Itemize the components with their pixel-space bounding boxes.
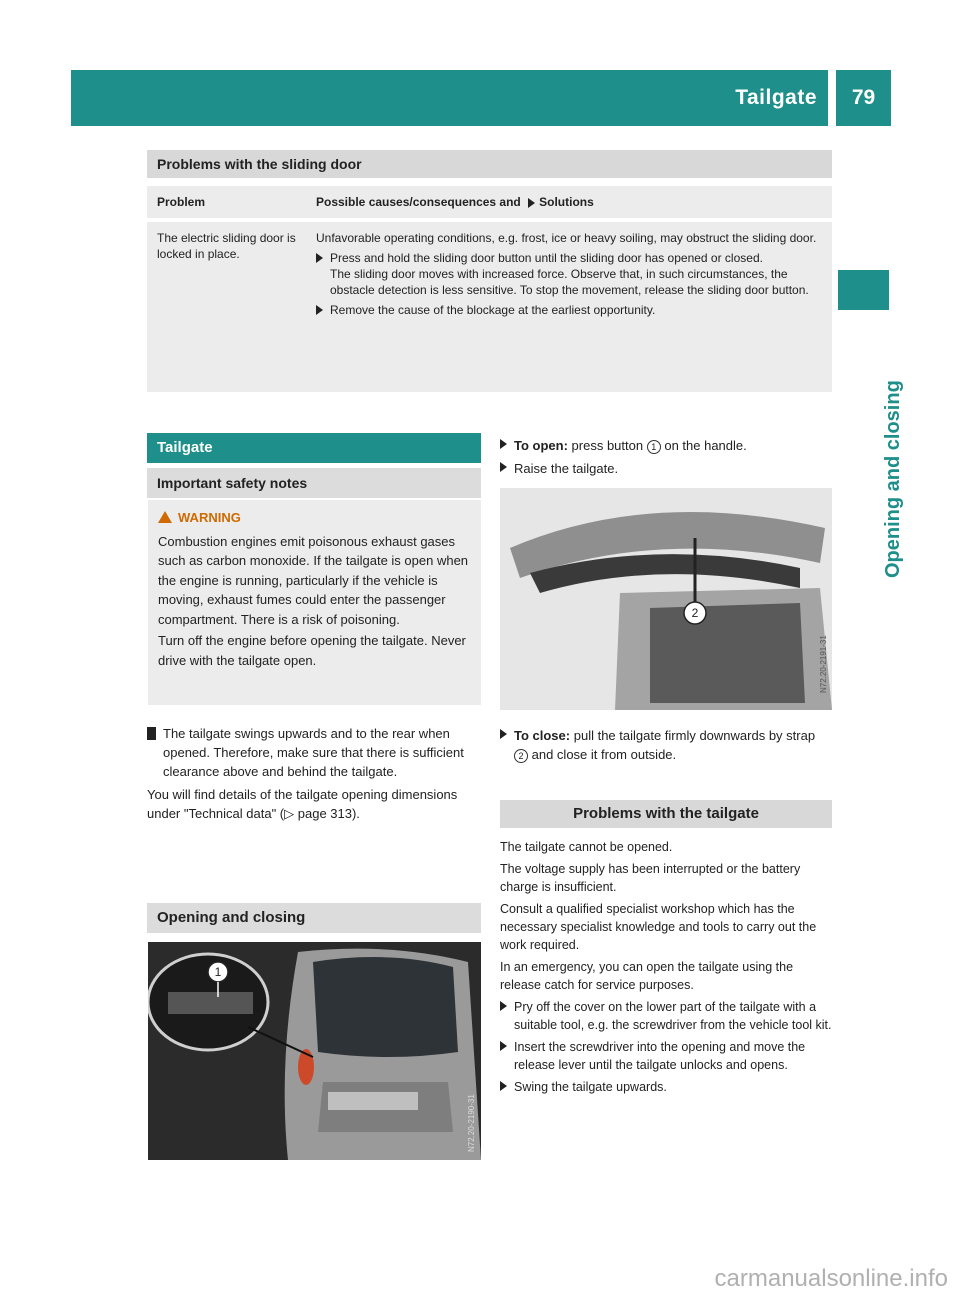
sliding-door-heading: [147, 150, 832, 178]
tailgate-problems-body: [500, 838, 832, 1096]
step-text: Insert the screwdriver into the opening and move the release lever until the tailgate unlocks and opens.: [514, 1040, 806, 1072]
warning-header: [158, 508, 471, 528]
problem-cell: The electric sliding door is locked in place.: [157, 231, 296, 261]
step-item: [500, 998, 832, 1034]
warning-box: [148, 500, 481, 705]
step-text: Remove the cause of the blockage at the earliest opportunity.: [330, 303, 656, 317]
photo-code: N72.20-2190-31: [467, 1094, 476, 1152]
arrow-icon: [500, 729, 507, 739]
workshop-text: Consult a qualified specialist workshop which has the necessary specialist knowledge and tools to carry out the work required.: [500, 902, 817, 952]
sliding-door-table: [147, 186, 832, 392]
to-open-text: press button: [571, 438, 644, 453]
warning-label: WARNING: [178, 510, 241, 525]
step-item: [316, 302, 822, 318]
col-solutions-text: Solutions: [539, 195, 594, 209]
warning-text: Combustion engines emit poisonous exhaust gases such as carbon monoxide. If the tailgate is open when the engine is running, particularly if the vehicle is moving, exhaust fumes could enter the passenger compartment. There is a risk of poisoning.: [158, 533, 469, 627]
step-item: [500, 726, 832, 764]
arrow-icon: [528, 198, 535, 208]
opening-heading-text: Opening and closing: [157, 909, 306, 926]
callout-1: 1: [214, 965, 222, 979]
opening-heading: [147, 903, 481, 933]
note-block: [147, 724, 481, 823]
to-close-end: and close it from outside.: [531, 747, 677, 762]
col-causes: [310, 186, 832, 218]
solution-cell: [310, 222, 832, 392]
step-text: Pry off the cover on the lower part of the tailgate with a suitable tool, e.g. the screwdriver from the vehicle tool kit.: [514, 1000, 832, 1032]
tailgate-problems-heading: [500, 800, 832, 828]
sliding-door-heading-text: Problems with the sliding door: [157, 156, 362, 172]
tailgate-open-illustration: [500, 488, 832, 710]
to-close-label: To close:: [514, 728, 571, 743]
tailgate-handle-photo: [148, 942, 481, 1160]
tailgate-heading-text: Tailgate: [157, 439, 213, 456]
arrow-icon: [500, 1041, 507, 1051]
problem-text: The tailgate cannot be opened.: [500, 840, 673, 854]
note-text: The tailgate swings upwards and to the rear when opened. Therefore, make sure that there is sufficient clearance above and behind the tailgate.: [163, 726, 464, 779]
side-tab: [838, 270, 889, 310]
page-number: 79: [851, 86, 876, 109]
arrow-icon: [500, 439, 507, 449]
sidebar-label: Opening and closing: [882, 380, 904, 578]
to-open-label: To open:: [514, 438, 568, 453]
to-close-text: pull the tailgate firmly downwards by strap: [573, 728, 816, 743]
tailgate-open-photo: [500, 488, 832, 710]
notice-icon: [147, 727, 156, 740]
callout-2: 2: [691, 606, 699, 620]
arrow-icon: [500, 462, 507, 472]
callout-1-ref: 1: [647, 440, 661, 454]
arrow-icon: [316, 253, 323, 263]
note-paragraph: [147, 724, 481, 781]
cause-text: The voltage supply has been interrupted or the battery charge is insufficient.: [500, 862, 801, 894]
step-text: Swing the tailgate upwards.: [514, 1080, 667, 1094]
arrow-icon: [500, 1001, 507, 1011]
open-steps: [500, 432, 832, 478]
tailgate-heading: [147, 433, 481, 463]
warning-text-2: Turn off the engine before opening the tailgate. Never drive with the tailgate open.: [158, 633, 466, 668]
photo-code: N72.20-2191-31: [819, 635, 828, 693]
cause-text: Unfavorable operating conditions, e.g. frost, ice or heavy soiling, may obstruct the sliding door.: [316, 231, 817, 245]
tailgate-handle-illustration: [148, 942, 481, 1160]
col-problem: Problem: [157, 195, 206, 209]
col-causes-text: Possible causes/consequences and: [316, 195, 521, 209]
details-text: You will find details of the tailgate opening dimensions under "Technical data" (▷ page 313).: [147, 787, 458, 821]
step-item: [500, 459, 832, 478]
step-item: [500, 436, 832, 455]
callout-2-ref: 2: [514, 749, 528, 763]
step-item: [316, 250, 822, 298]
close-step: [500, 722, 832, 764]
header-title: Tailgate: [735, 86, 817, 109]
table-row: [147, 222, 832, 392]
step-note: The sliding door moves with increased force. Observe that, in such circumstances, the obstacle detection is less sensitive. To stop the movement, release the sliding door button.: [330, 267, 809, 297]
to-open-end: on the handle.: [664, 438, 747, 453]
header-bar: [71, 70, 828, 126]
watermark: carmanualsonline.info: [714, 1265, 948, 1292]
step-text: Press and hold the sliding door button until the sliding door has opened or closed.: [330, 251, 763, 265]
raise-text: Raise the tailgate.: [514, 461, 619, 476]
arrow-icon: [316, 305, 323, 315]
arrow-icon: [500, 1081, 507, 1091]
emergency-text: In an emergency, you can open the tailgate using the release catch for service purposes.: [500, 960, 794, 992]
step-item: [500, 1038, 832, 1074]
safety-heading: [147, 468, 481, 498]
warning-icon: [158, 511, 172, 523]
table-header-row: [147, 186, 832, 218]
tailgate-problems-heading-text: Problems with the tailgate: [573, 805, 759, 822]
sidebar-label-wrap: [842, 318, 904, 578]
safety-heading-text: Important safety notes: [157, 475, 308, 491]
step-item: [500, 1078, 832, 1096]
